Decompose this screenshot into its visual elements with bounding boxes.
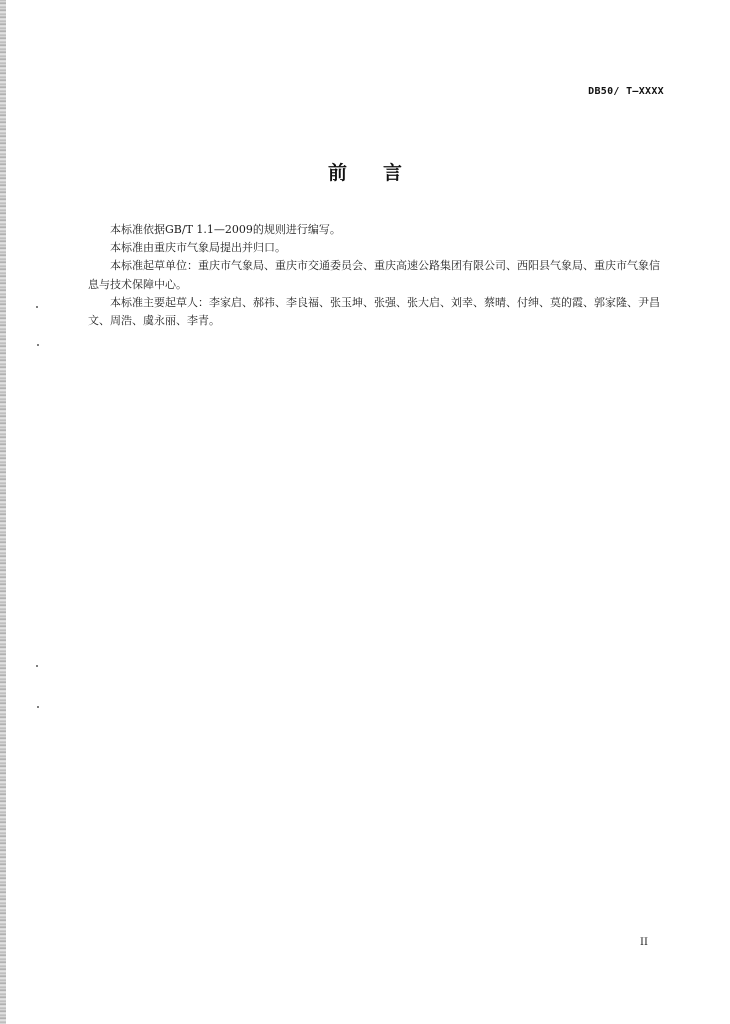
title-char-2: 言 (383, 162, 403, 184)
scan-speck (36, 306, 38, 308)
scan-speck (37, 344, 39, 346)
foreword-body (88, 221, 668, 330)
paragraph-drafting-rules: 本标准依据GB/T 1.1—2009的规则进行编写。 (110, 223, 341, 236)
scan-speck (36, 665, 38, 667)
foreword-title (0, 158, 730, 185)
scan-edge (0, 0, 6, 1024)
scan-speck (37, 706, 39, 708)
standard-number: DB50/ T—XXXX (588, 86, 664, 97)
page-number: II (640, 937, 648, 948)
paragraph-drafting-units: 本标准起草单位：重庆市气象局、重庆市交通委员会、重庆高速公路集团有限公司、西阳县气象局、重庆市气象信息与技术保障中心。 (88, 259, 660, 291)
paragraph-drafters: 本标准主要起草人：李家启、郝祎、李良福、张玉坤、张强、张大启、刘幸、蔡晴、付绅、莫的霞、郭家隆、尹昌文、周浩、虞永丽、李青。 (88, 295, 660, 328)
title-char-1: 前 (327, 162, 347, 184)
paragraph-proposer: 本标准由重庆市气象局提出并归口。 (110, 241, 286, 255)
